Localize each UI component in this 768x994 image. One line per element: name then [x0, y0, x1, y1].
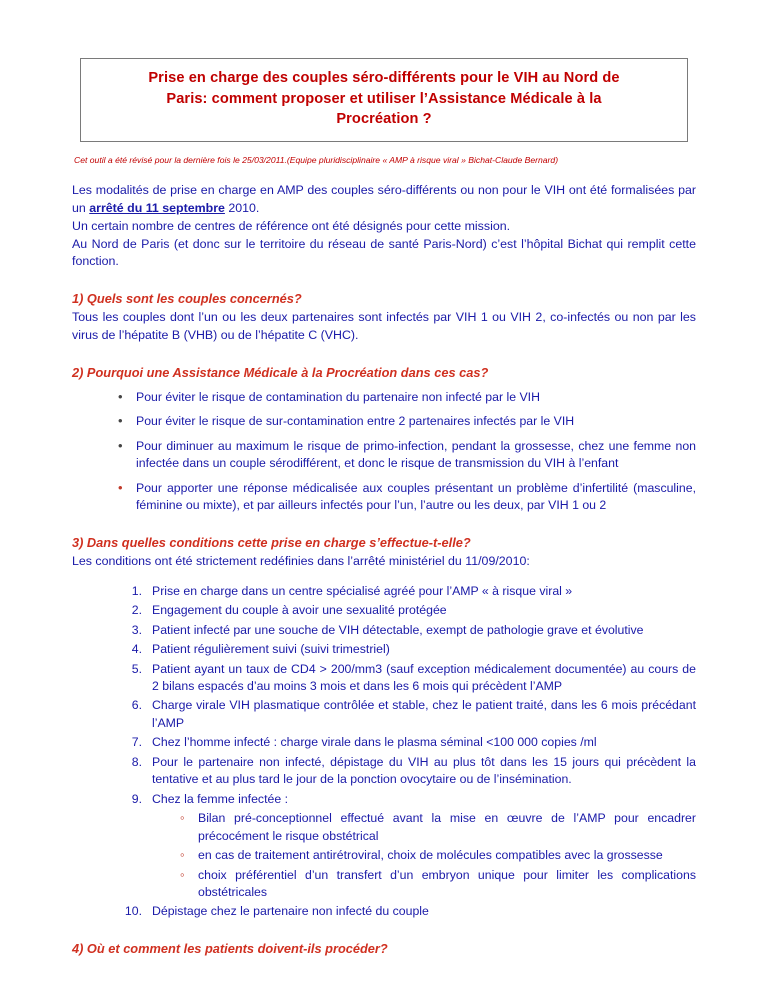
intro-text-before: Les modalités de prise en charge en AMP des couples séro-différents ou non pour le VIH ont été formalisées par un — [72, 183, 696, 216]
section-2-bullet-list — [72, 389, 696, 515]
section-heading-2: 2) Pourquoi une Assistance Médicale à la Procréation dans ces cas? — [72, 364, 489, 380]
page-title-line-2: Paris: comment proposer et utiliser l’Assistance Médicale à la — [166, 90, 602, 107]
list-item: ◦ en cas de traitement antirétroviral, choix de molécules compatibles avec la grossesse — [180, 847, 696, 864]
list-item: Patient infecté par une souche de VIH détectable, exempt de pathologie grave et évolutive — [152, 622, 644, 637]
section-3-paragraph: Les conditions ont été strictement redéfinies dans l’arrêté ministériel du 11/09/2010: — [72, 553, 530, 568]
intro-paragraph — [72, 182, 696, 217]
list-item: ◦ choix préférentiel d’un transfert d’un embryon unique pour limiter les complications obstétricales — [180, 867, 696, 902]
list-item: Prise en charge dans un centre spécialisé agréé pour l’AMP « à risque viral » — [152, 583, 573, 598]
document-title-box — [80, 58, 688, 142]
list-item-label: Chez la femme infectée : — [152, 791, 289, 806]
intro-text-after: 2010. — [224, 201, 260, 216]
page-title-line-3: Procréation ? — [336, 111, 432, 128]
page-title-line-1: Prise en charge des couples séro-différents pour le VIH au Nord de — [148, 70, 620, 86]
section-heading-4: 4) Où et comment les patients doivent-ils procéder? — [72, 940, 388, 956]
list-item — [118, 791, 696, 902]
intro-link-arrete[interactable]: arrêté du 11 septembre — [89, 201, 225, 216]
intro-paragraph-line3: Au Nord de Paris (et donc sur le territoire du réseau de santé Paris-Nord) c’est l’hôpital Bichat qui remplit cette fonction. — [72, 236, 696, 269]
list-item: Pour le partenaire non infecté, dépistage du VIH au plus tôt dans les 15 jours qui précèdent la tentative et au plus tard le jour de la ponction ovocytaire ou de l’insémination. — [152, 754, 696, 787]
intro-paragraph-line2: Un certain nombre de centres de référence ont été désignés pour cette mission. — [72, 218, 511, 233]
list-item: • Pour diminuer au maximum le risque de primo-infection, pendant la grossesse, chez une femme non infectée dans un couple sérodifférent, et donc le risque de transmission du VIH à l’enfant — [118, 438, 696, 473]
section-heading-1: 1) Quels sont les couples concernés? — [72, 291, 302, 306]
section-heading-3: 3) Dans quelles conditions cette prise en charge s’effectue-t-elle? — [72, 534, 471, 550]
list-item: Engagement du couple à avoir une sexualité protégée — [152, 603, 447, 618]
section-1-paragraph: Tous les couples dont l’un ou les deux partenaires sont infectés par VIH 1 ou VIH 2, co-infectés ou non par les virus de l’hépatite B (VHB) ou de l’hépatite C (VHC). — [72, 310, 696, 342]
list-item: Dépistage chez le partenaire non infecté du couple — [152, 904, 429, 919]
section-3-numbered-list — [72, 583, 696, 921]
list-item: Chez l’homme infecté : charge virale dans le plasma séminal <100 000 copies /ml — [152, 735, 597, 750]
revision-note: Cet outil a été révisé pour la dernière fois le 25/03/2011.(Equipe pluridisciplinaire « AMP à risque viral » Bichat-Claude Bernard) — [74, 155, 559, 166]
section-3-sub-list — [152, 810, 696, 901]
list-item: • Pour apporter une réponse médicalisée aux couples présentant un problème d’infertilité (masculine, féminine ou mixte), et par ailleurs infectés pour l’un, l’autre ou les deux, par VIH 1 ou 2 — [118, 480, 696, 515]
list-item: Patient régulièrement suivi (suivi trimestriel) — [152, 642, 390, 657]
list-item: ◦ Bilan pré-conceptionnel effectué avant la mise en œuvre de l’AMP pour encadrer précocément le risque obstétrical — [180, 810, 696, 845]
list-item: • Pour éviter le risque de contamination du partenaire non infecté par le VIH — [118, 389, 696, 406]
list-item: Charge virale VIH plasmatique contrôlée et stable, chez le patient traité, dans les 6 mois précédant l’AMP — [152, 698, 696, 730]
list-item: • Pour éviter le risque de sur-contamination entre 2 partenaires infectés par le VIH — [118, 413, 696, 430]
list-item: Patient ayant un taux de CD4 > 200/mm3 (sauf exception médicalement documentée) au cours de 2 bilans espacés d’au moins 3 mois et dans les 6 mois qui précèdent l’AMP — [152, 661, 696, 693]
